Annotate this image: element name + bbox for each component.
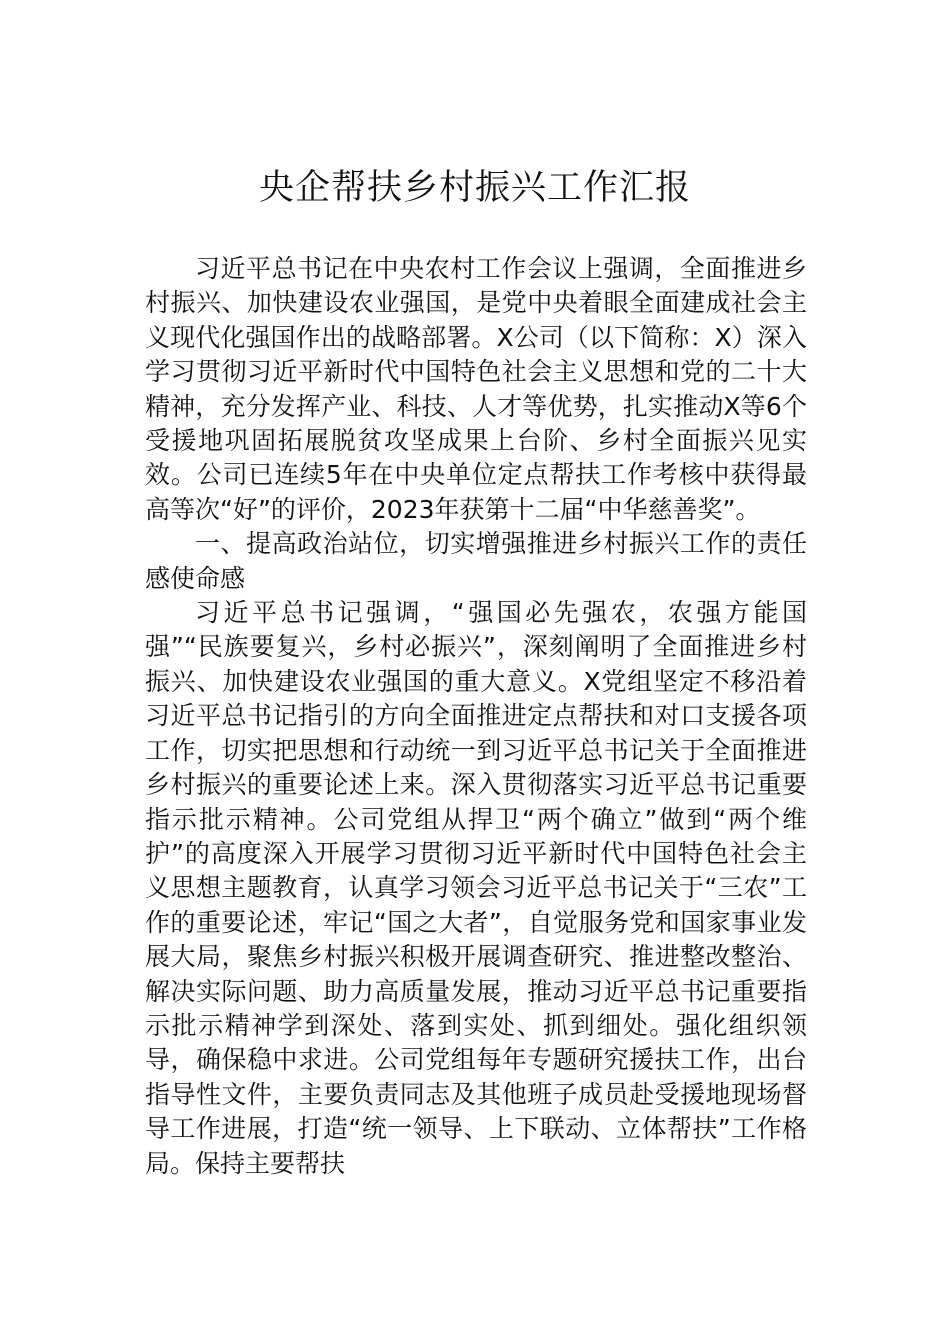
section-paragraph: 习近平总书记强调，“强国必先强农，农强方能国强”“民族要复兴，乡村必振兴”，深刻阐明了全面推进乡村振兴、加快建设农业强国的重大意义。X党组坚定不移沿着习近平总书记指引的方向全面推进定点帮扶和对口支援各项工作，切实把思想和行动统一到习近平总书记关于全面推进乡村振兴的重要论述上来。深入贯彻落实习近平总书记重要指示批示精神。公司党组从捍卫“两个确立”做到“两个维护”的高度深入开展学习贯彻习近平新时代中国特色社会主义思想主题教育，认真学习领会习近平总书记关于“三农”工作的重要论述，牢记“国之大者”，自觉服务党和国家事业发展大局，聚焦乡村振兴积极开展调查研究、推进整改整治、解决实际问题、助力高质量发展，推动习近平总书记重要指示批示精神学到深处、落到实处、抓到细处。强化组织领导，确保稳中求进。公司党组每年专题研究援扶工作，出台指导性文件，主要负责同志及其他班子成员赴受援地现场督导工作进展，打造“统一领导、上下联动、立体帮扶”工作格局。保持主要帮扶	[145, 598, 807, 1178]
document-title: 央企帮扶乡村振兴工作汇报	[258, 168, 691, 208]
section-heading: 一、提高政治站位，切实增强推进乡村振兴工作的责任感使命感	[145, 529, 807, 593]
document-body	[145, 252, 807, 1181]
intro-paragraph: 习近平总书记在中央农村工作会议上强调，全面推进乡村振兴、加快建设农业强国，是党中央着眼全面建成社会主义现代化强国作出的战略部署。X公司（以下简称：X）深入学习贯彻习近平新时代中国特色社会主义思想和党的二十大精神，充分发挥产业、科技、人才等优势，扎实推动X等6个受援地巩固拓展脱贫攻坚成果上台阶、乡村全面振兴见实效。公司已连续5年在中央单位定点帮扶工作考核中获得最高等次“好”的评价，2023年获第十二届“中华慈善奖”。	[145, 254, 807, 524]
